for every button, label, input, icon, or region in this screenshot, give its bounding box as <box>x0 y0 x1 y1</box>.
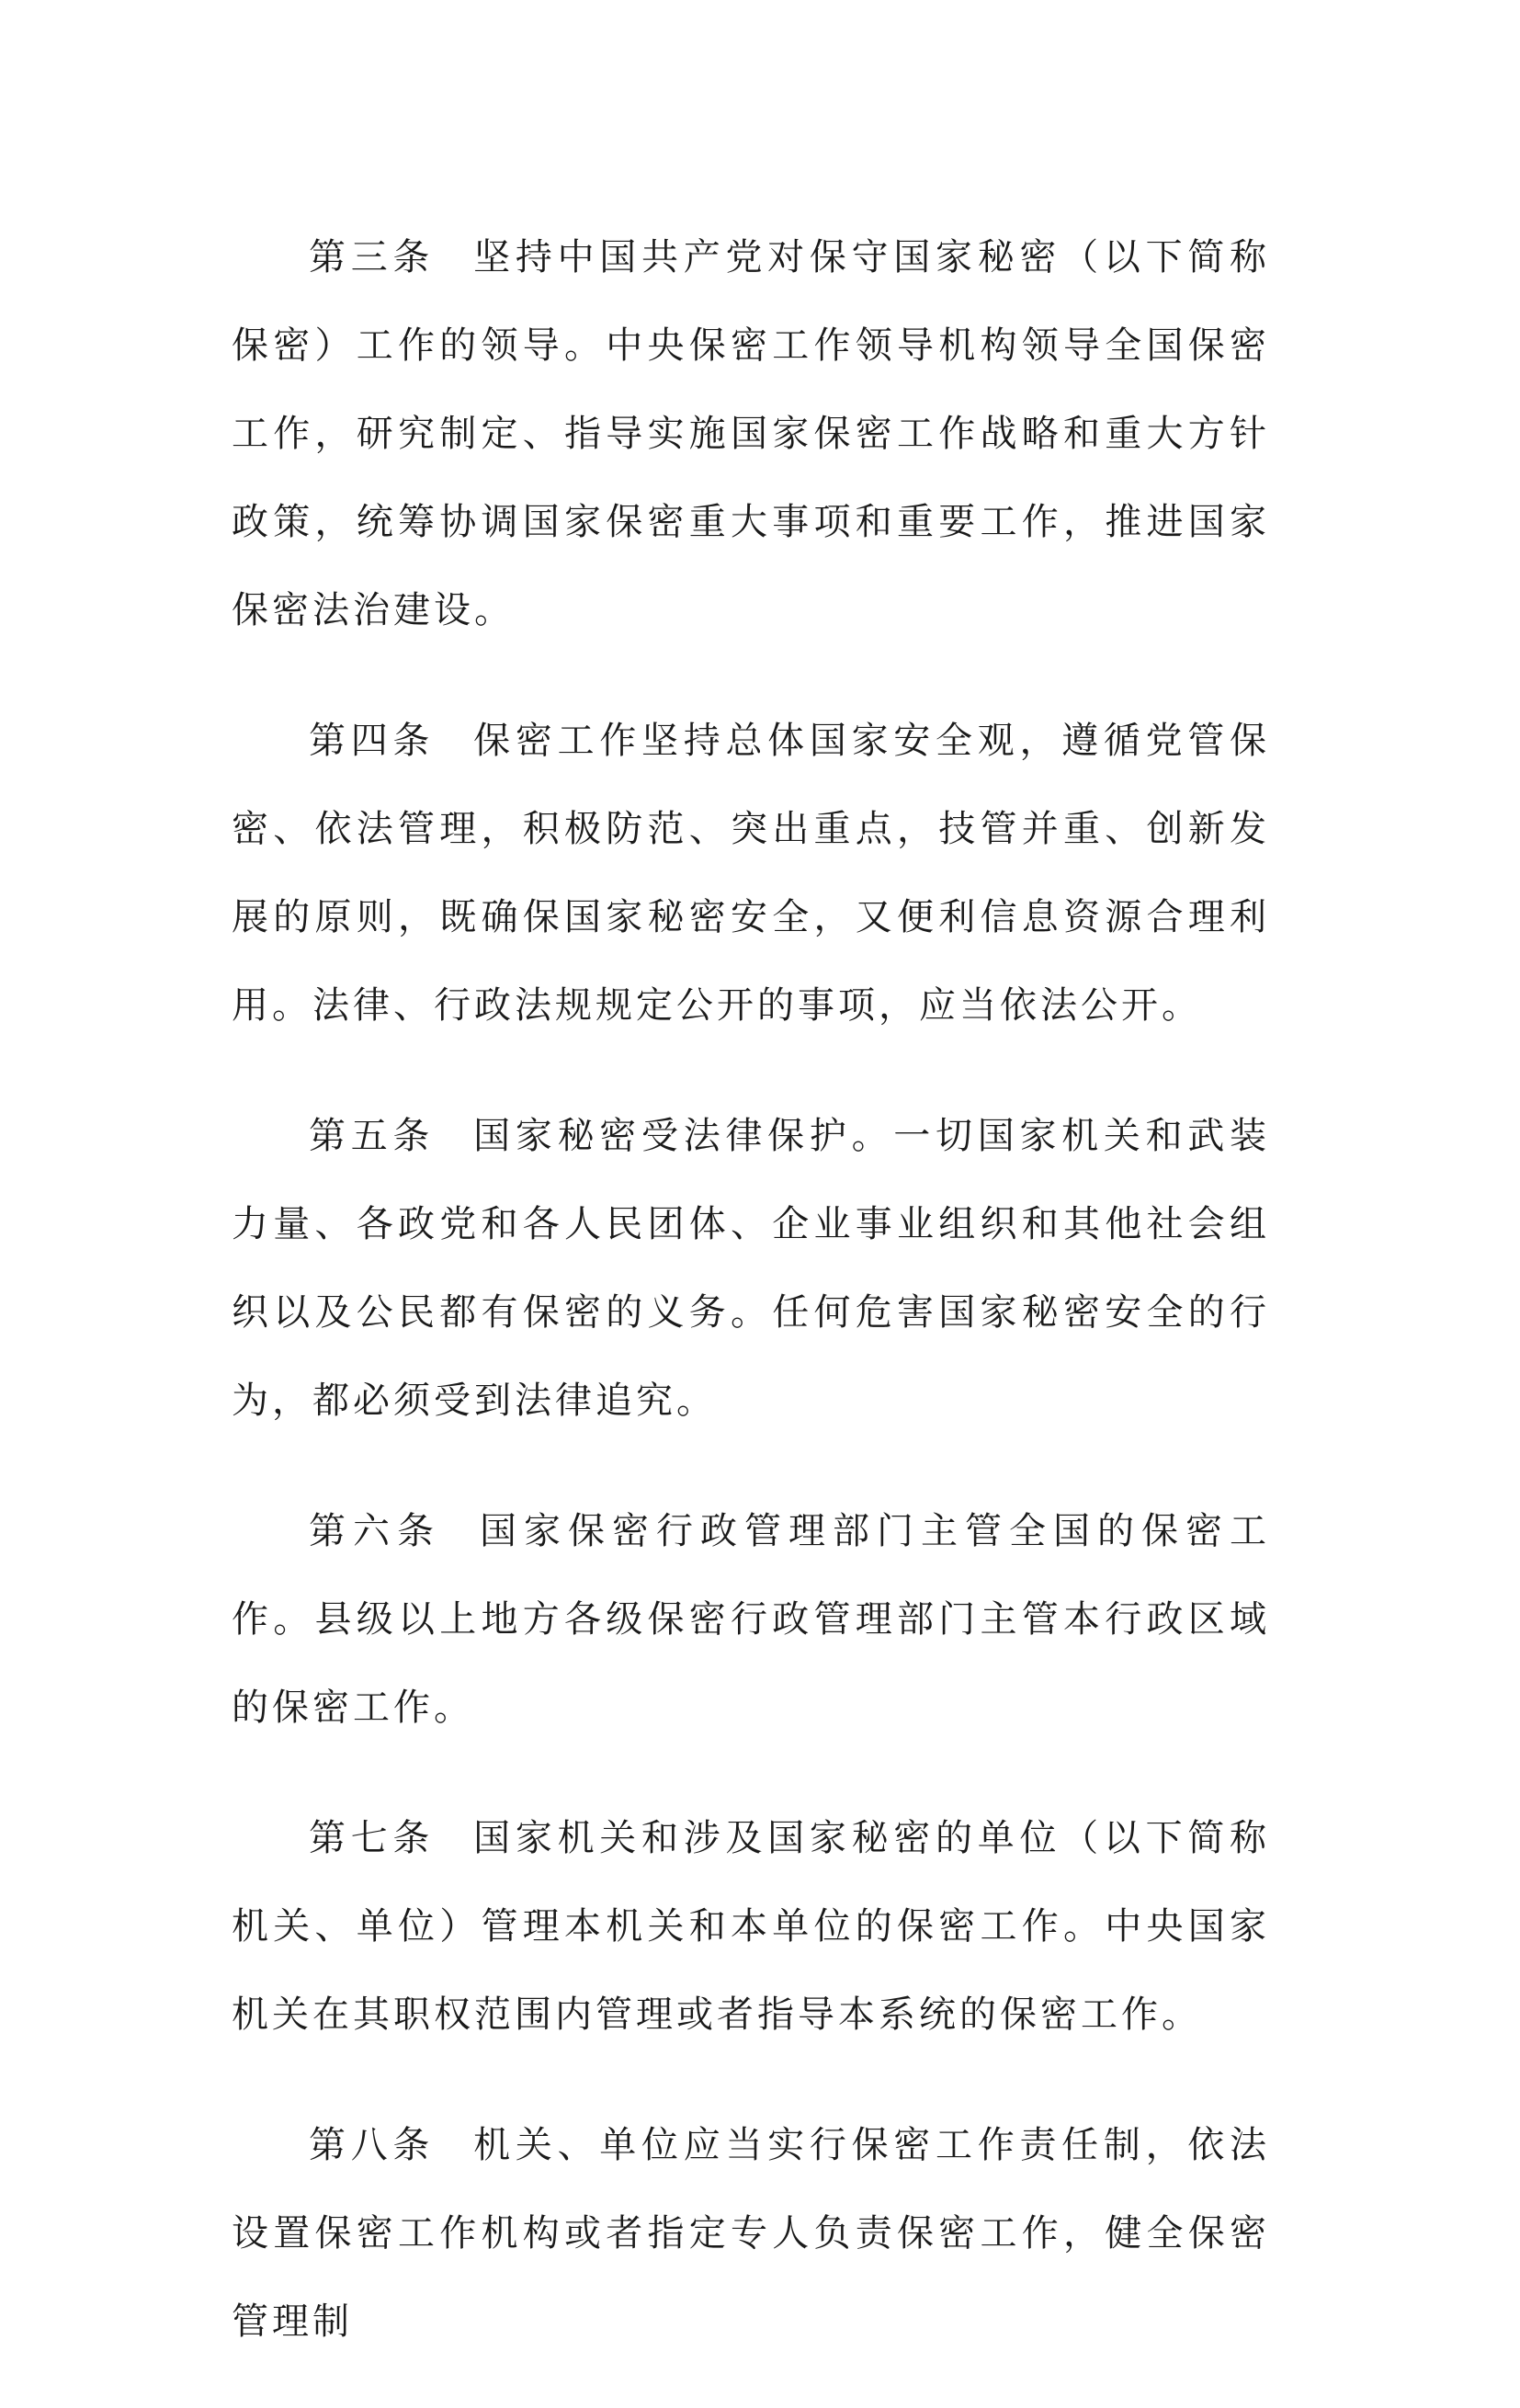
article-heading: 第八条 <box>309 2124 436 2166</box>
article-text: 保密工作坚持总体国家安全观，遵循党管保密、依法管理，积极防范、突出重点，技管并重、创新发展的原则，既确保国家秘密安全，又便利信息资源合理利用。法律、行政法规规定公开的事项，应当依法公开。 <box>232 720 1271 1027</box>
article-7 <box>232 1794 1270 2059</box>
document-page <box>232 213 1270 2408</box>
article-heading: 第七条 <box>309 1817 436 1859</box>
article-5 <box>232 1092 1270 1445</box>
article-4 <box>232 697 1270 1050</box>
article-8 <box>232 2101 1270 2366</box>
article-heading: 第三条 <box>309 236 436 278</box>
article-heading: 第五条 <box>309 1115 436 1157</box>
article-heading: 第六条 <box>309 1510 441 1552</box>
article-text: 国家保密行政管理部门主管全国的保密工作。县级以上地方各级保密行政管理部门主管本行政区域的保密工作。 <box>232 1510 1270 1729</box>
article-text: 国家秘密受法律保护。一切国家机关和武装力量、各政党和各人民团体、企业事业组织和其他社会组织以及公民都有保密的义务。任何危害国家秘密安全的行为，都必须受到法律追究。 <box>232 1115 1271 1422</box>
article-text: 国家机关和涉及国家秘密的单位（以下简称机关、单位）管理本机关和本单位的保密工作。中央国家机关在其职权范围内管理或者指导本系统的保密工作。 <box>232 1817 1271 2036</box>
article-heading: 第四条 <box>309 720 436 762</box>
article-3 <box>232 213 1270 654</box>
article-text: 机关、单位应当实行保密工作责任制，依法设置保密工作机构或者指定专人负责保密工作，健全保密管理制 <box>232 2124 1271 2343</box>
article-text: 坚持中国共产党对保守国家秘密（以下简称保密）工作的领导。中央保密工作领导机构领导全国保密工作，研究制定、指导实施国家保密工作战略和重大方针政策，统筹协调国家保密重大事项和重要工作，推进国家保密法治建设。 <box>232 236 1271 631</box>
article-6 <box>232 1487 1270 1752</box>
